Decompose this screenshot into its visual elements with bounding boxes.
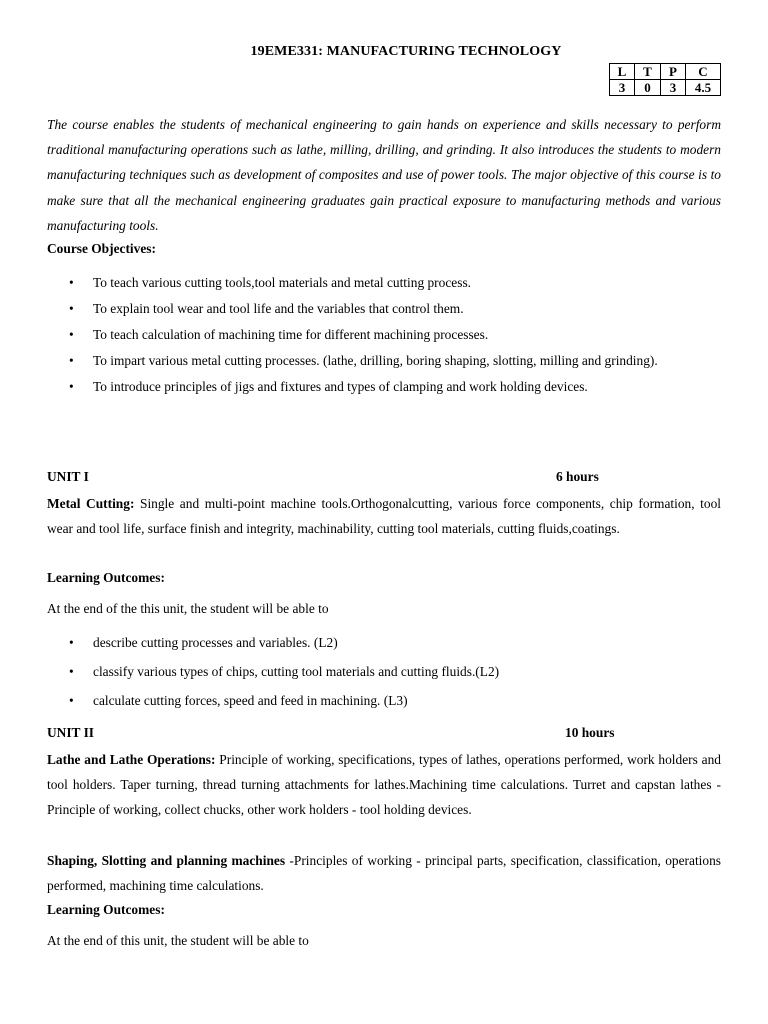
bullet-icon: •	[69, 664, 74, 679]
objectives-heading: Course Objectives:	[47, 241, 156, 256]
ltpc-table	[609, 63, 721, 96]
ltpc-value-t: 0	[635, 80, 661, 96]
ltpc-header-l: L	[610, 64, 635, 80]
ltpc-value-c: 4.5	[686, 80, 721, 96]
unit-1-outcomes-heading: Learning Outcomes:	[47, 570, 165, 585]
list-item: • To teach calculation of machining time for different machining processes.	[47, 322, 721, 348]
bullet-icon: •	[69, 693, 74, 708]
unit-1-header	[47, 469, 721, 485]
list-item: • To introduce principles of jigs and fixtures and types of clamping and work holding devices.	[47, 374, 721, 400]
unit-1-outcomes-list	[47, 628, 721, 715]
bullet-icon: •	[69, 327, 74, 342]
objectives-list	[47, 270, 721, 400]
list-item: • describe cutting processes and variables. (L2)	[47, 628, 721, 657]
list-item: • classify various types of chips, cutting tool materials and cutting fluids.(L2)	[47, 657, 721, 686]
unit-2-content-1	[47, 747, 721, 823]
unit-2-content-2	[47, 848, 721, 898]
unit-1-content	[47, 491, 721, 541]
list-item: • To teach various cutting tools,tool materials and metal cutting process.	[47, 270, 721, 296]
unit-2-outcomes-heading: Learning Outcomes:	[47, 902, 165, 917]
ltpc-header-row	[610, 64, 721, 80]
list-item: • calculate cutting forces, speed and feed in machining. (L3)	[47, 686, 721, 715]
bullet-icon: •	[69, 275, 74, 290]
ltpc-header-c: C	[686, 64, 721, 80]
unit-1-label: UNIT I	[47, 469, 89, 484]
bullet-icon: •	[69, 353, 74, 368]
unit-1-topic: Metal Cutting:	[47, 496, 135, 511]
ltpc-value-row	[610, 80, 721, 96]
course-title: 19EME331: MANUFACTURING TECHNOLOGY	[250, 44, 562, 59]
ltpc-header-t: T	[635, 64, 661, 80]
unit-2-header	[47, 725, 721, 741]
ltpc-header-p: P	[661, 64, 686, 80]
unit-2-outcomes-intro: At the end of this unit, the student will be able to	[47, 933, 309, 948]
bullet-icon: •	[69, 301, 74, 316]
unit-2-text-1: Principle of working, specifications, types of lathes, operations performed, work holders and tool holders. Taper turning, thread turning attachments for lathes.Machining time calculations. Turret and capstan lathes - Principle of working, collect chucks, other work holders - tool holding devices.	[47, 752, 721, 818]
bullet-icon: •	[69, 379, 74, 394]
ltpc-value-l: 3	[610, 80, 635, 96]
unit-2-label: UNIT II	[47, 725, 95, 740]
ltpc-value-p: 3	[661, 80, 686, 96]
unit-2-topic-1: Lathe and Lathe Operations:	[47, 752, 216, 767]
unit-2-topic-2: Shaping, Slotting and planning machines	[47, 853, 286, 868]
course-intro: The course enables the students of mechanical engineering to gain hands on experience and skills necessary to perform traditional manufacturing operations such as lathe, milling, drilling, and grinding. It also introduces the students to modern manufacturing techniques such as development of composites and use of power tools. The major objective of this course is to make sure that all the mechanical engineering graduates gain practical exposure to manufacturing methods and various manufacturing tools.	[47, 117, 721, 233]
unit-1-hours: 6 hours	[556, 469, 599, 484]
unit-1-outcomes-intro: At the end of the this unit, the student will be able to	[47, 601, 329, 616]
unit-2-hours: 10 hours	[565, 725, 615, 740]
unit-2-text-2: -Principles of working - principal parts, specification, classification, operations performed, machining time calculations.	[47, 853, 721, 894]
bullet-icon: •	[69, 635, 74, 650]
list-item: • To explain tool wear and tool life and the variables that control them.	[47, 296, 721, 322]
list-item: • To impart various metal cutting processes. (lathe, drilling, boring shaping, slotting, milling and grinding).	[47, 348, 721, 374]
unit-1-text: Single and multi-point machine tools.Orthogonalcutting, various force components, chip formation, tool wear and tool life, surface finish and integrity, machinability, cutting tool materials, cutting fluids,coatings.	[47, 496, 721, 537]
